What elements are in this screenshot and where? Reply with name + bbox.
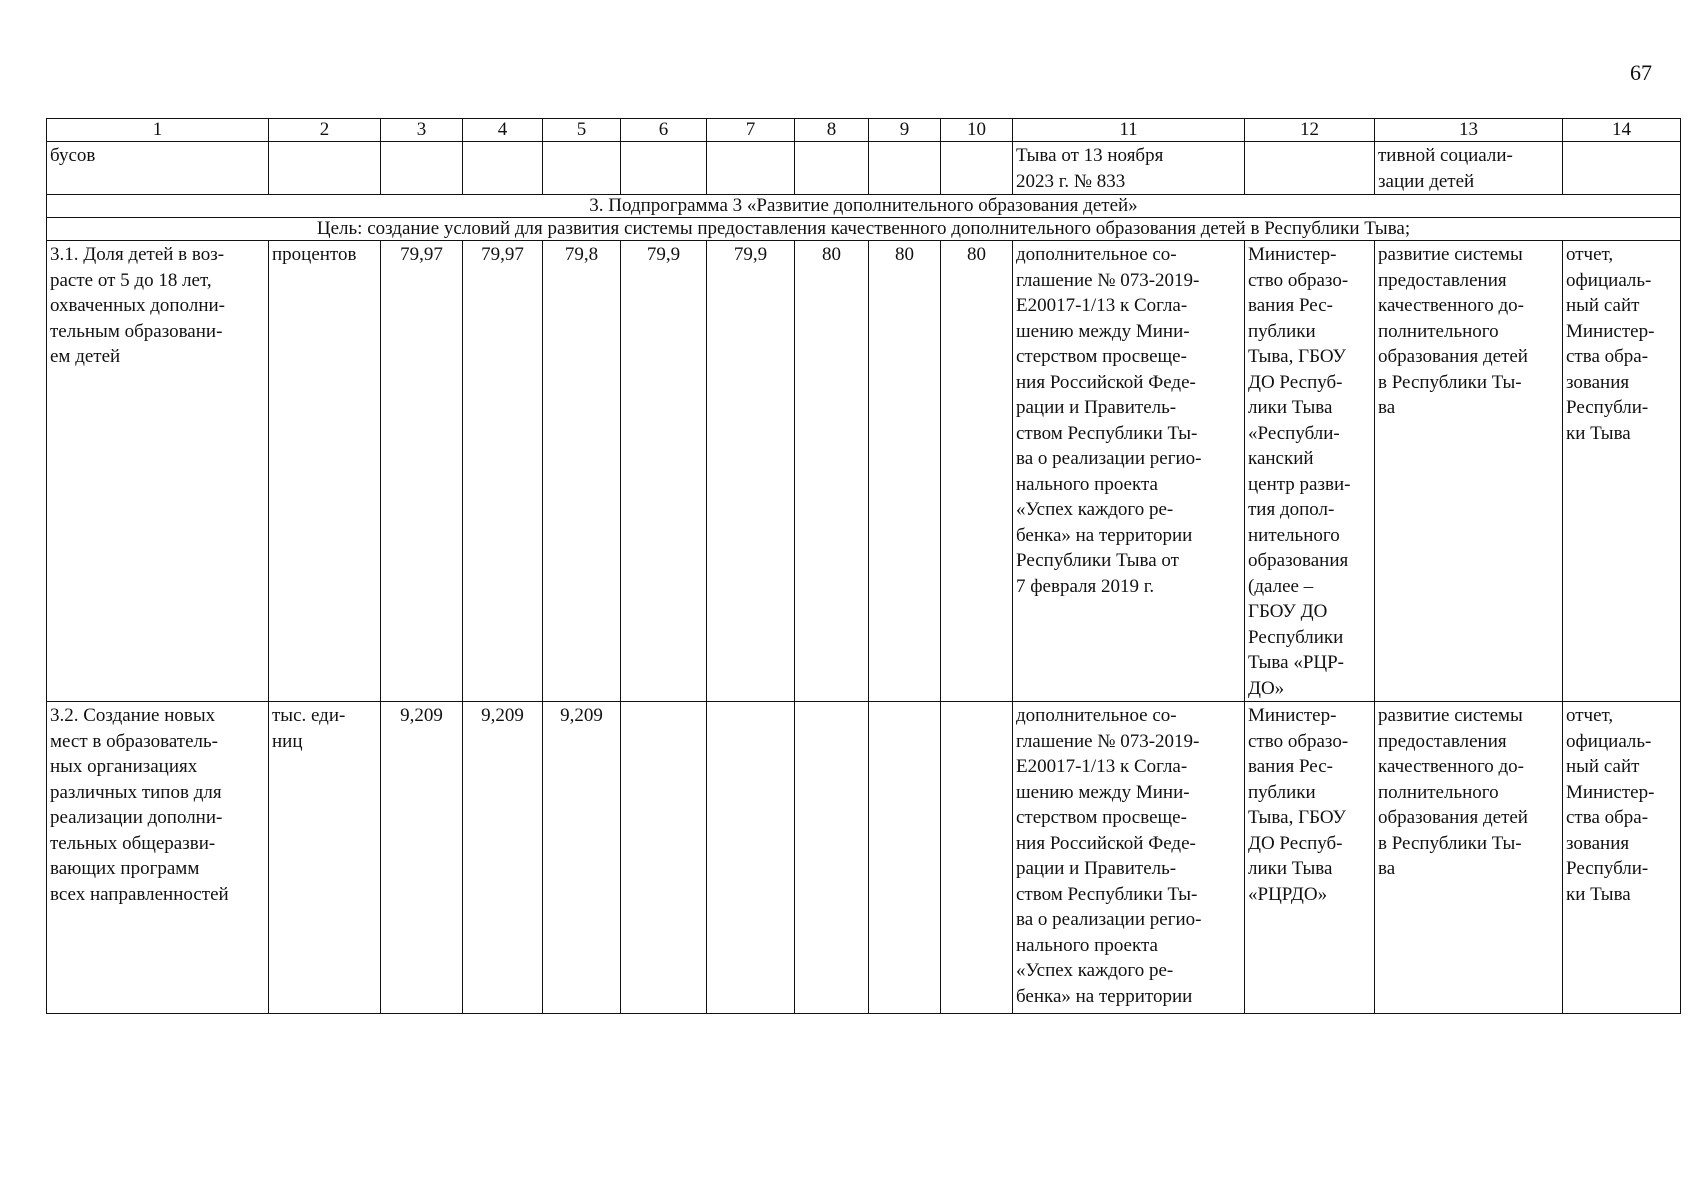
empty-cell — [1245, 142, 1375, 195]
result-cell: развитие системы предоставления качественного до- полнительного образования детей в Республики Ты- ва — [1375, 241, 1563, 702]
responsible-cell: Министер- ство образо- вания Рес- публики Тыва, ГБОУ ДО Респуб- лики Тыва «Республи- канский центр разви- тия допол- нительного образования (далее – ГБОУ ДО Республики Тыва «РЦР- ДО» — [1245, 241, 1375, 702]
value-cell: 9,209 — [543, 702, 621, 1014]
column-number: 7 — [707, 119, 795, 142]
value-cell: 79,8 — [543, 241, 621, 702]
section-title-row — [47, 195, 1681, 218]
column-number: 2 — [269, 119, 381, 142]
value-cell — [707, 702, 795, 1014]
source-cell: отчет, официаль- ный сайт Министер- ства обра- зования Республи- ки Тыва — [1563, 241, 1681, 702]
basis-cell: дополнительное со- глашение № 073-2019- Е20017-1/13 к Согла- шению между Мини- стерством просвеще- ния Российской Феде- рации и Правитель- ством Республики Ты- ва о реализации регио- нального проекта «Успех каждого ре- бенка» на территории — [1013, 702, 1245, 1014]
empty-cell — [869, 142, 941, 195]
value-cell: 79,9 — [707, 241, 795, 702]
column-number: 14 — [1563, 119, 1681, 142]
value-cell: 79,9 — [621, 241, 707, 702]
indicators-table — [46, 118, 1681, 1014]
source-cell: отчет, официаль- ный сайт Министер- ства обра- зования Республи- ки Тыва — [1563, 702, 1681, 1014]
column-number: 6 — [621, 119, 707, 142]
value-cell: 80 — [869, 241, 941, 702]
responsible-cell: Министер- ство образо- вания Рес- публики Тыва, ГБОУ ДО Респуб- лики Тыва «РЦРДО» — [1245, 702, 1375, 1014]
basis-cell: дополнительное со- глашение № 073-2019- Е20017-1/13 к Согла- шению между Мини- стерством просвеще- ния Российской Феде- рации и Правитель- ством Республики Ты- ва о реализации регио- нального проекта «Успех каждого ре- бенка» на территории Республики Тыва от 7 февраля 2019 г. — [1013, 241, 1245, 702]
value-cell: 9,209 — [463, 702, 543, 1014]
indicator-name-cell: 3.2. Создание новых мест в образователь- ных организациях различных типов для реализации дополни- тельных общеразви- вающих программ всех направленностей — [47, 702, 269, 1014]
unit-cell: процентов — [269, 241, 381, 702]
column-number: 12 — [1245, 119, 1375, 142]
column-number: 13 — [1375, 119, 1563, 142]
basis-cell: Тыва от 13 ноября 2023 г. № 833 — [1013, 142, 1245, 195]
value-cell: 80 — [941, 241, 1013, 702]
empty-cell — [1563, 142, 1681, 195]
indicator-name-cell: бусов — [47, 142, 269, 195]
value-cell — [621, 702, 707, 1014]
empty-cell — [707, 142, 795, 195]
column-number: 1 — [47, 119, 269, 142]
page-number: 67 — [1630, 60, 1652, 85]
goal-row — [47, 218, 1681, 241]
section-title: 3. Подпрограмма 3 «Развитие дополнительного образования детей» — [47, 195, 1681, 218]
value-cell: 9,209 — [381, 702, 463, 1014]
value-cell — [941, 702, 1013, 1014]
column-number: 8 — [795, 119, 869, 142]
column-number: 11 — [1013, 119, 1245, 142]
empty-cell — [621, 142, 707, 195]
continuation-row — [47, 142, 1681, 195]
table-row — [47, 702, 1681, 1014]
empty-cell — [795, 142, 869, 195]
column-number: 9 — [869, 119, 941, 142]
value-cell: 79,97 — [381, 241, 463, 702]
empty-cell — [381, 142, 463, 195]
column-numbers-row — [47, 119, 1681, 142]
unit-cell: тыс. еди- ниц — [269, 702, 381, 1014]
value-cell: 80 — [795, 241, 869, 702]
column-number: 3 — [381, 119, 463, 142]
table-row — [47, 241, 1681, 702]
empty-cell — [463, 142, 543, 195]
empty-cell — [269, 142, 381, 195]
result-cell: тивной социали- зации детей — [1375, 142, 1563, 195]
indicator-name-cell: 3.1. Доля детей в воз- расте от 5 до 18 лет, охваченных дополни- тельным образовани- ем детей — [47, 241, 269, 702]
column-number: 4 — [463, 119, 543, 142]
column-number: 5 — [543, 119, 621, 142]
goal-text: Цель: создание условий для развития системы предоставления качественного дополнительного образования детей в Республики Тыва; — [47, 218, 1681, 241]
value-cell — [869, 702, 941, 1014]
empty-cell — [543, 142, 621, 195]
empty-cell — [941, 142, 1013, 195]
column-number: 10 — [941, 119, 1013, 142]
result-cell: развитие системы предоставления качественного до- полнительного образования детей в Республики Ты- ва — [1375, 702, 1563, 1014]
value-cell — [795, 702, 869, 1014]
value-cell: 79,97 — [463, 241, 543, 702]
